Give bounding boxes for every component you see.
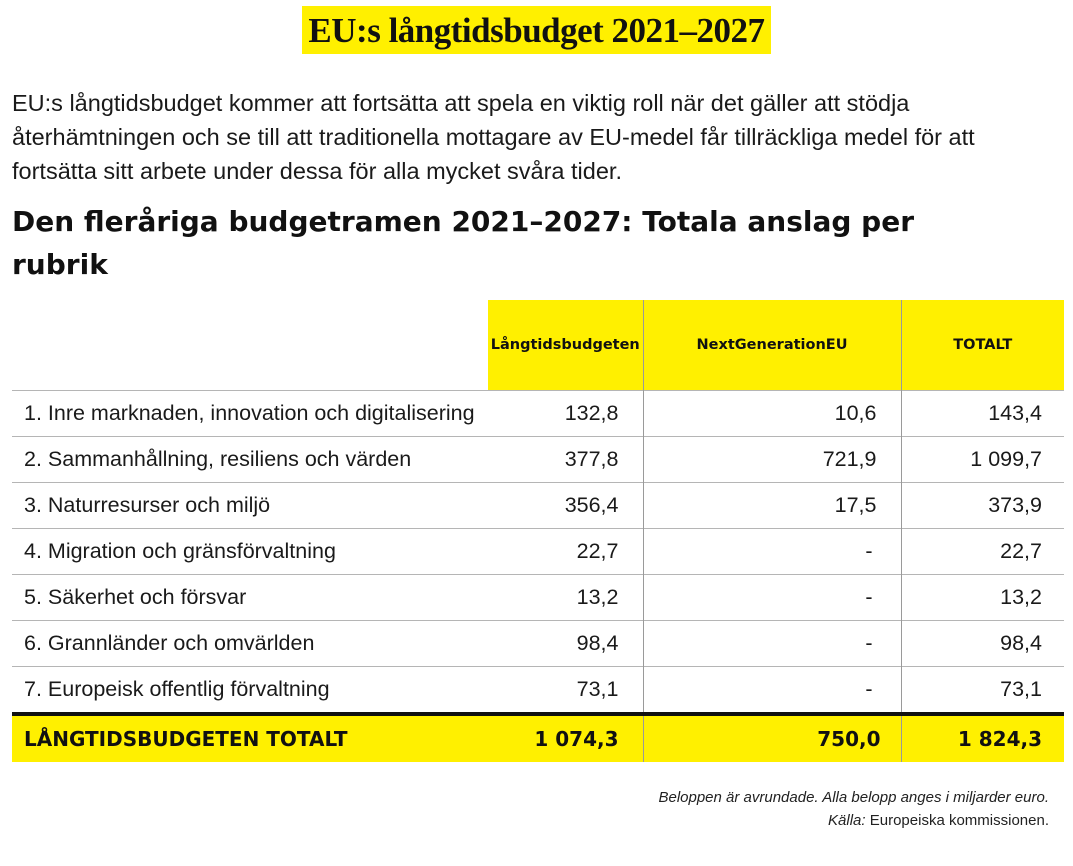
cell-total: 143,4 bbox=[901, 391, 1064, 437]
cell-nextgenerationeu: - bbox=[643, 575, 901, 621]
cell-total: 98,4 bbox=[901, 621, 1064, 667]
cell-nextgenerationeu: 10,6 bbox=[643, 391, 901, 437]
header-empty-cell bbox=[12, 300, 488, 391]
source-note bbox=[828, 812, 1049, 829]
cell-longterm-budget: 377,8 bbox=[488, 437, 643, 483]
cell-total: 22,7 bbox=[901, 529, 1064, 575]
cell-total: 73,1 bbox=[901, 667, 1064, 715]
cell-nextgenerationeu: - bbox=[643, 621, 901, 667]
cell-longterm-budget: 73,1 bbox=[488, 667, 643, 715]
cell-longterm-budget: 22,7 bbox=[488, 529, 643, 575]
header-longterm-budget: Långtidsbudgeten bbox=[488, 300, 643, 391]
cell-longterm-budget: 356,4 bbox=[488, 483, 643, 529]
cell-longterm-budget: 98,4 bbox=[488, 621, 643, 667]
cell-longterm-budget: 132,8 bbox=[488, 391, 643, 437]
table-row bbox=[12, 667, 1064, 715]
table-row bbox=[12, 437, 1064, 483]
source-text: Europeiska kommissionen. bbox=[869, 812, 1049, 829]
table-row bbox=[12, 483, 1064, 529]
cell-nextgenerationeu: 721,9 bbox=[643, 437, 901, 483]
cell-total: 1 099,7 bbox=[901, 437, 1064, 483]
total-nextgenerationeu: 750,0 bbox=[643, 714, 901, 762]
total-row-label: LÅNGTIDSBUDGETEN TOTALT bbox=[12, 714, 488, 762]
cell-longterm-budget: 13,2 bbox=[488, 575, 643, 621]
table-row bbox=[12, 391, 1064, 437]
total-grand-total: 1 824,3 bbox=[901, 714, 1064, 762]
row-label: 1. Inre marknaden, innovation och digitalisering bbox=[12, 391, 488, 437]
total-longterm-budget: 1 074,3 bbox=[488, 714, 643, 762]
table-header-row bbox=[12, 300, 1064, 391]
table-row bbox=[12, 621, 1064, 667]
cell-total: 373,9 bbox=[901, 483, 1064, 529]
rounding-note: Beloppen är avrundade. Alla belopp anges i miljarder euro. bbox=[658, 789, 1049, 806]
cell-nextgenerationeu: 17,5 bbox=[643, 483, 901, 529]
table-heading: Den fleråriga budgetramen 2021–2027: Totala anslag per rubrik bbox=[12, 205, 915, 281]
title-container bbox=[0, 6, 1073, 54]
budget-table bbox=[12, 300, 1064, 762]
row-label: 3. Naturresurser och miljö bbox=[12, 483, 488, 529]
row-label: 6. Grannländer och omvärlden bbox=[12, 621, 488, 667]
header-nextgenerationeu: NextGenerationEU bbox=[643, 300, 901, 391]
cell-nextgenerationeu: - bbox=[643, 529, 901, 575]
row-label: 4. Migration och gränsförvaltning bbox=[12, 529, 488, 575]
table-row bbox=[12, 575, 1064, 621]
row-label: 2. Sammanhållning, resiliens och värden bbox=[12, 437, 488, 483]
intro-paragraph: EU:s långtidsbudget kommer att fortsätta att spela en viktig roll när det gäller att stödja återhämtningen och se till att traditionella mottagare av EU-medel får tillräckliga medel för att fortsätta sitt arbete under dessa för alla mycket svåra tider. bbox=[12, 90, 975, 184]
table-row bbox=[12, 529, 1064, 575]
source-label: Källa: bbox=[828, 812, 866, 829]
header-total: TOTALT bbox=[901, 300, 1064, 391]
row-label: 5. Säkerhet och försvar bbox=[12, 575, 488, 621]
table-total-row bbox=[12, 714, 1064, 762]
page-title: EU:s långtidsbudget 2021–2027 bbox=[302, 6, 770, 54]
cell-total: 13,2 bbox=[901, 575, 1064, 621]
row-label: 7. Europeisk offentlig förvaltning bbox=[12, 667, 488, 715]
cell-nextgenerationeu: - bbox=[643, 667, 901, 715]
